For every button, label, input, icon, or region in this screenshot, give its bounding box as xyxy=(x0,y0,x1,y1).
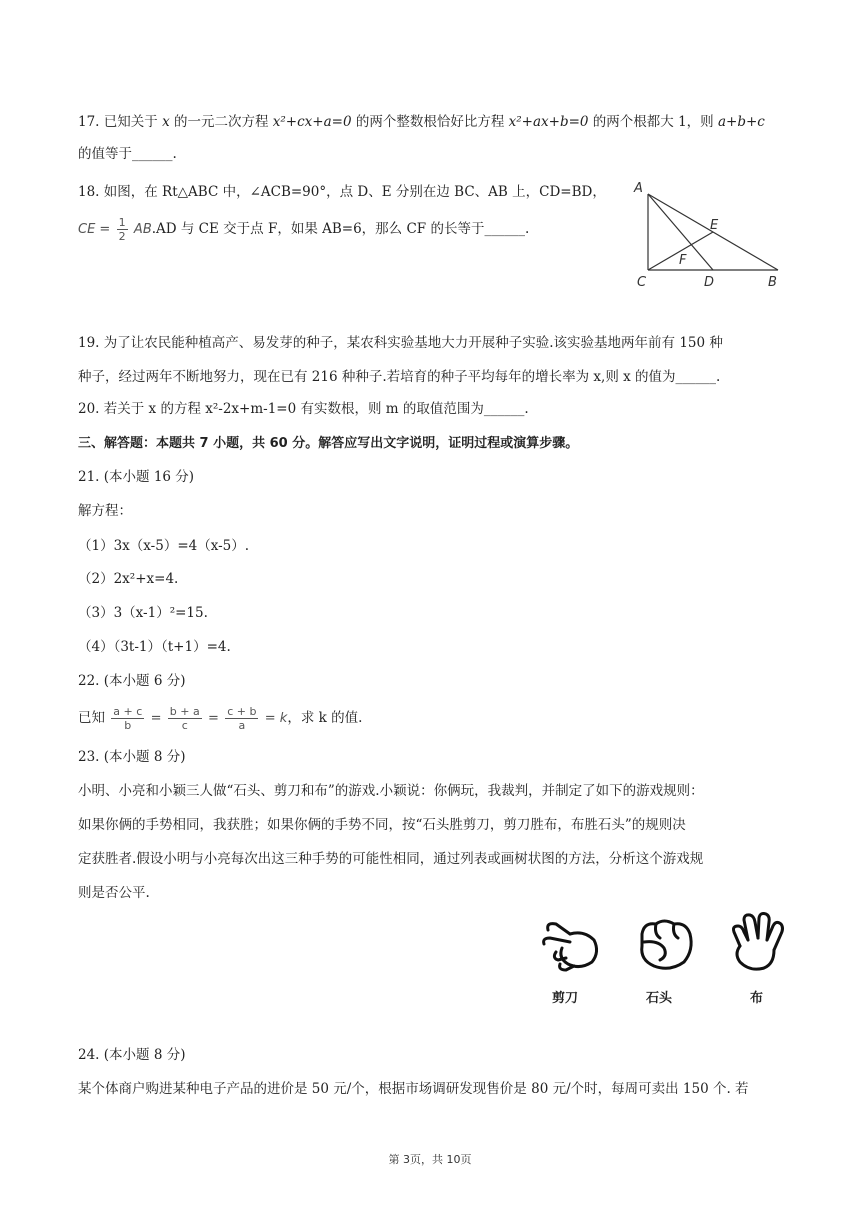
label-c: C xyxy=(637,275,647,290)
q22-frac-2: $\frac{b + a}{c}$ xyxy=(169,705,200,732)
caption-rock: 石头 xyxy=(646,991,673,1006)
q18-ab: AB xyxy=(133,222,152,237)
page-footer: 第 3页，共 10页 xyxy=(388,1153,472,1166)
q21-item-3: （3）3（x-1）²=15. xyxy=(78,605,208,621)
q17-line2: 的值等于______. xyxy=(78,146,177,162)
q23-heading: 23. (本小题 8 分) xyxy=(78,749,186,765)
label-a: A xyxy=(634,181,643,196)
q21-intro: 解方程： xyxy=(78,503,132,519)
q21-heading: 21. (本小题 16 分) xyxy=(78,469,195,485)
q18-ce: CE = xyxy=(78,222,111,237)
q17-line1: 17. 已知关于 x 的一元二次方程 x²+cx+a=0 的两个整数根恰好比方程 x²+ax+b=0 的两个根都大 1，则 a+b+c xyxy=(78,114,765,130)
q23-line3: 定获胜者.假设小明与小亮每次出这三种手势的可能性相同，通过列表或画树状图的方法，分析这个游戏规 xyxy=(78,851,704,867)
q22-heading: 22. (本小题 6 分) xyxy=(78,673,186,689)
q22-frac-1: $\frac{a + c}{b}$ xyxy=(113,705,143,732)
q22-frac-3: $\frac{c + b}{a}$ xyxy=(227,705,257,732)
q19-line2: 种子，经过两年不断地努力，现在已有 216 种种子.若培育的种子平均每年的增长率为 x,则 x 的值为______. xyxy=(78,369,721,385)
q22-body: 已知 $\frac{a + c}{b}$ = $\frac{b + a}{c}$ = $\frac{c + b}{a}$ = k，求 k 的值. xyxy=(78,705,363,732)
scissors-hand-icon xyxy=(540,918,604,976)
label-e: E xyxy=(710,218,719,233)
label-f: F xyxy=(679,253,687,268)
q21-item-1: （1）3x（x-5）=4（x-5）. xyxy=(78,538,250,554)
q18-line1: 18. 如图，在 Rt△ABC 中，∠ACB=90°，点 D、E 分别在边 BC、AB 上，CD=BD， xyxy=(78,184,606,200)
caption-paper: 布 xyxy=(750,991,764,1006)
q20-line: 20. 若关于 x 的方程 x²-2x+m-1=0 有实数根，则 m 的取值范围为______. xyxy=(78,401,529,417)
q24-heading: 24. (本小题 8 分) xyxy=(78,1047,186,1063)
rock-fist-icon xyxy=(634,914,698,976)
paper-hand-icon xyxy=(726,910,790,978)
q21-item-2: （2）2x²+x=4. xyxy=(78,571,179,587)
q18-line2: CE = $\frac{1}{2}$ AB.AD 与 CE 交于点 F，如果 AB=6，那么 CF 的长等于______. xyxy=(78,216,530,243)
label-b: B xyxy=(768,275,777,290)
q23-line4: 则是否公平. xyxy=(78,885,150,901)
triangle-figure xyxy=(628,178,798,296)
q23-line2: 如果你俩的手势相同，我获胜；如果你俩的手势不同，按“石头胜剪刀，剪刀胜布，布胜石头”的规则决 xyxy=(78,817,686,833)
q23-line1: 小明、小亮和小颖三人做“石头、剪刀和布”的游戏.小颖说：你俩玩，我裁判，并制定了如下的游戏规则： xyxy=(78,783,704,799)
q21-item-4: （4）（3t-1）（t+1）=4. xyxy=(78,639,231,655)
label-d: D xyxy=(704,275,715,290)
q19-line1: 19. 为了让农民能种植高产、易发芽的种子，某农科实验基地大力开展种子实验.该实验基地两年前有 150 种 xyxy=(78,335,723,351)
section-3-heading: 三、解答题：本题共 7 小题，共 60 分。解答应写出文字说明，证明过程或演算步骤。 xyxy=(78,436,579,451)
q18-fraction: $\frac{1}{2}$ xyxy=(118,216,126,243)
caption-scissors: 剪刀 xyxy=(552,991,579,1006)
q24-line1: 某个体商户购进某种电子产品的进价是 50 元/个，根据市场调研发现售价是 80 元/个时，每周可卖出 150 个. 若 xyxy=(78,1081,749,1097)
